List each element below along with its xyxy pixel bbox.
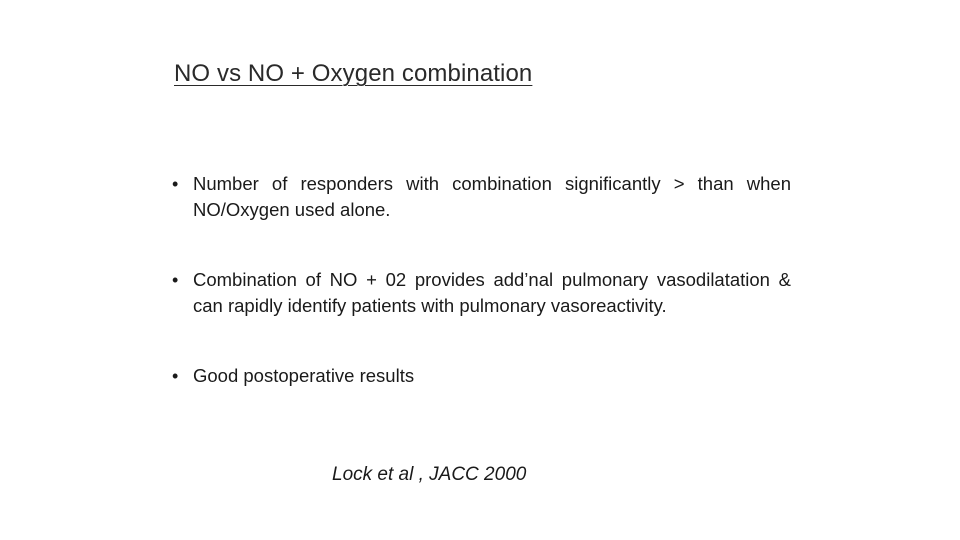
bullet-marker: • — [172, 366, 179, 386]
bullet-item — [172, 363, 791, 389]
bullet-marker: • — [172, 174, 179, 194]
bullet-marker: • — [172, 270, 179, 290]
bullet-list — [172, 171, 791, 389]
bullet-item — [172, 267, 791, 319]
bullet-text: Good postoperative results — [193, 365, 415, 386]
slide-title: NO vs NO + Oxygen combination — [174, 60, 533, 87]
bullet-text: Number of responders with combination significantly > than when NO/Oxygen used alone. — [193, 173, 791, 220]
citation: Lock et al , JACC 2000 — [332, 464, 527, 485]
bullet-text: Combination of NO + 02 provides add’nal pulmonary vasodilatation & can rapidly identify patients with pulmonary vasoreactivity. — [193, 269, 791, 316]
bullet-item — [172, 171, 791, 223]
